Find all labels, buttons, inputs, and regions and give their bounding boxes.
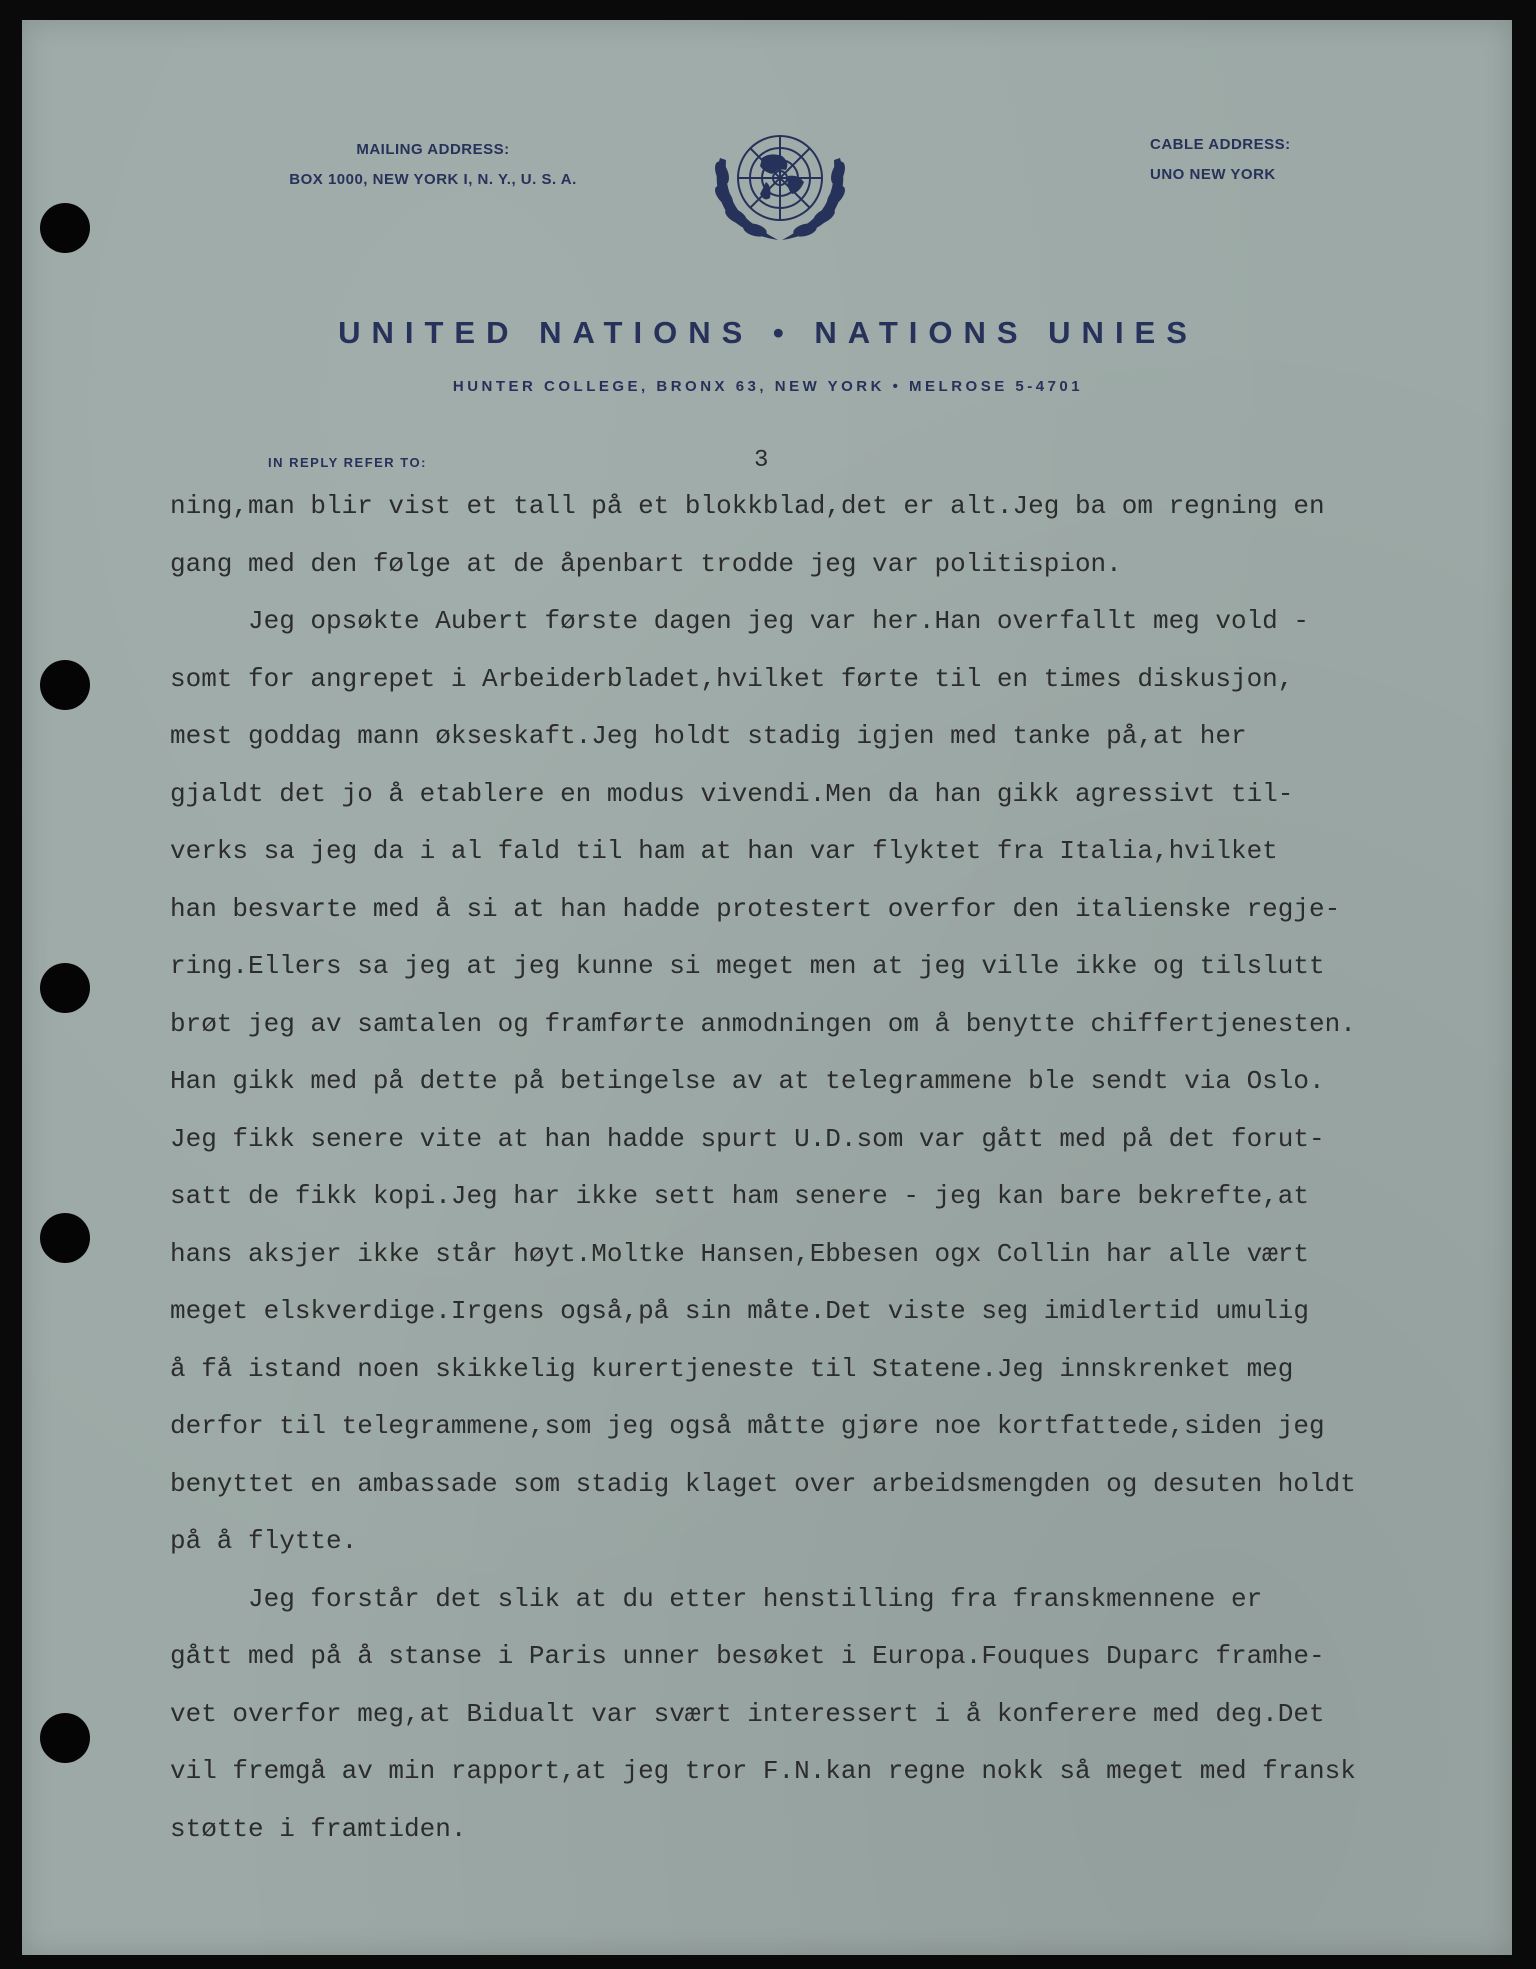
body-line: somt for angrepet i Arbeiderbladet,hvilket førte til en times diskusjon,	[170, 663, 1294, 694]
mailing-address: BOX 1000, NEW YORK I, N. Y., U. S. A.	[289, 171, 577, 188]
cable-address: UNO NEW YORK	[1150, 166, 1276, 183]
body-line: vet overfor meg,at Bidualt var svært interessert i å konferere med deg.Det	[170, 1698, 1325, 1729]
cable-address-label: CABLE ADDRESS:	[1150, 136, 1291, 153]
body-line: satt de fikk kopi.Jeg har ikke sett ham senere - jeg kan bare bekrefte,at	[170, 1181, 1309, 1211]
body-line: verks sa jeg da i al fald til ham at han var flyktet fra Italia,hvilket	[170, 836, 1278, 866]
body-line: meget elskverdige.Irgens også,på sin måte.Det viste seg imidlertid umulig	[170, 1296, 1309, 1326]
letter-body	[170, 478, 1510, 1858]
body-line: på å flytte.	[170, 1526, 358, 1556]
cable-address-block	[1150, 130, 1291, 190]
body-line: gått med på å stanse i Paris unner besøket i Europa.Fouques Duparc framhe-	[170, 1641, 1325, 1671]
page-number: 3	[754, 447, 769, 474]
body-line: Han gikk med på dette på betingelse av at telegrammene ble sendt via Oslo.	[170, 1066, 1325, 1096]
mailing-address-label: MAILING ADDRESS:	[356, 141, 510, 158]
letterhead-subtitle: HUNTER COLLEGE, BRONX 63, NEW YORK • MELROSE 5-4701	[452, 378, 1084, 395]
body-line: Jeg forstår det slik at du etter henstilling fra franskmennene er	[170, 1583, 1263, 1614]
body-line: hans aksjer ikke står høyt.Moltke Hansen,Ebbesen ogx Collin har alle vært	[170, 1238, 1309, 1269]
body-line: Jeg opsøkte Aubert første dagen jeg var her.Han overfallt meg vold -	[170, 606, 1309, 636]
body-line: gjaldt det jo å etablere en modus vivendi.Men da han gikk agressivt til-	[170, 778, 1294, 809]
body-line: gang med den følge at de åpenbart trodde jeg var politispion.	[170, 548, 1122, 579]
body-line: han besvarte med å si at han hadde protestert overfor den italienske regje-	[170, 893, 1341, 924]
body-line: derfor til telegrammene,som jeg også måtte gjøre noe kortfattede,siden jeg	[170, 1411, 1325, 1441]
body-line: å få istand noen skikkelig kurertjeneste til Statene.Jeg innskrenket meg	[170, 1353, 1294, 1384]
binder-hole	[40, 203, 90, 253]
binder-hole	[40, 1713, 90, 1763]
body-line: benyttet en ambassade som stadig klaget over arbeidsmengden og desuten holdt	[170, 1468, 1356, 1499]
body-line: ring.Ellers sa jeg at jeg kunne si meget men at jeg ville ikke og tilslutt	[170, 951, 1325, 981]
body-line: vil fremgå av min rapport,at jeg tror F.N.kan regne nokk så meget med fransk	[170, 1756, 1356, 1786]
body-line: mest goddag mann økseskaft.Jeg holdt stadig igjen med tanke på,at her	[170, 721, 1247, 751]
letterhead-title: UNITED NATIONS • NATIONS UNIES	[338, 315, 1198, 350]
binder-hole	[40, 660, 90, 710]
body-line: Jeg fikk senere vite at han hadde spurt U.D.som var gått med på det forut-	[170, 1123, 1325, 1154]
un-emblem-icon	[700, 118, 860, 248]
reply-refer-label: IN REPLY REFER TO:	[268, 455, 427, 470]
mailing-address-block	[268, 135, 598, 195]
body-line: støtte i framtiden.	[170, 1813, 467, 1844]
binder-hole	[40, 963, 90, 1013]
binder-hole	[40, 1213, 90, 1263]
body-line: brøt jeg av samtalen og framførte anmodningen om å benytte chiffertjenesten.	[170, 1008, 1356, 1039]
body-line: ning,man blir vist et tall på et blokkblad,det er alt.Jeg ba om regning en	[170, 491, 1325, 521]
